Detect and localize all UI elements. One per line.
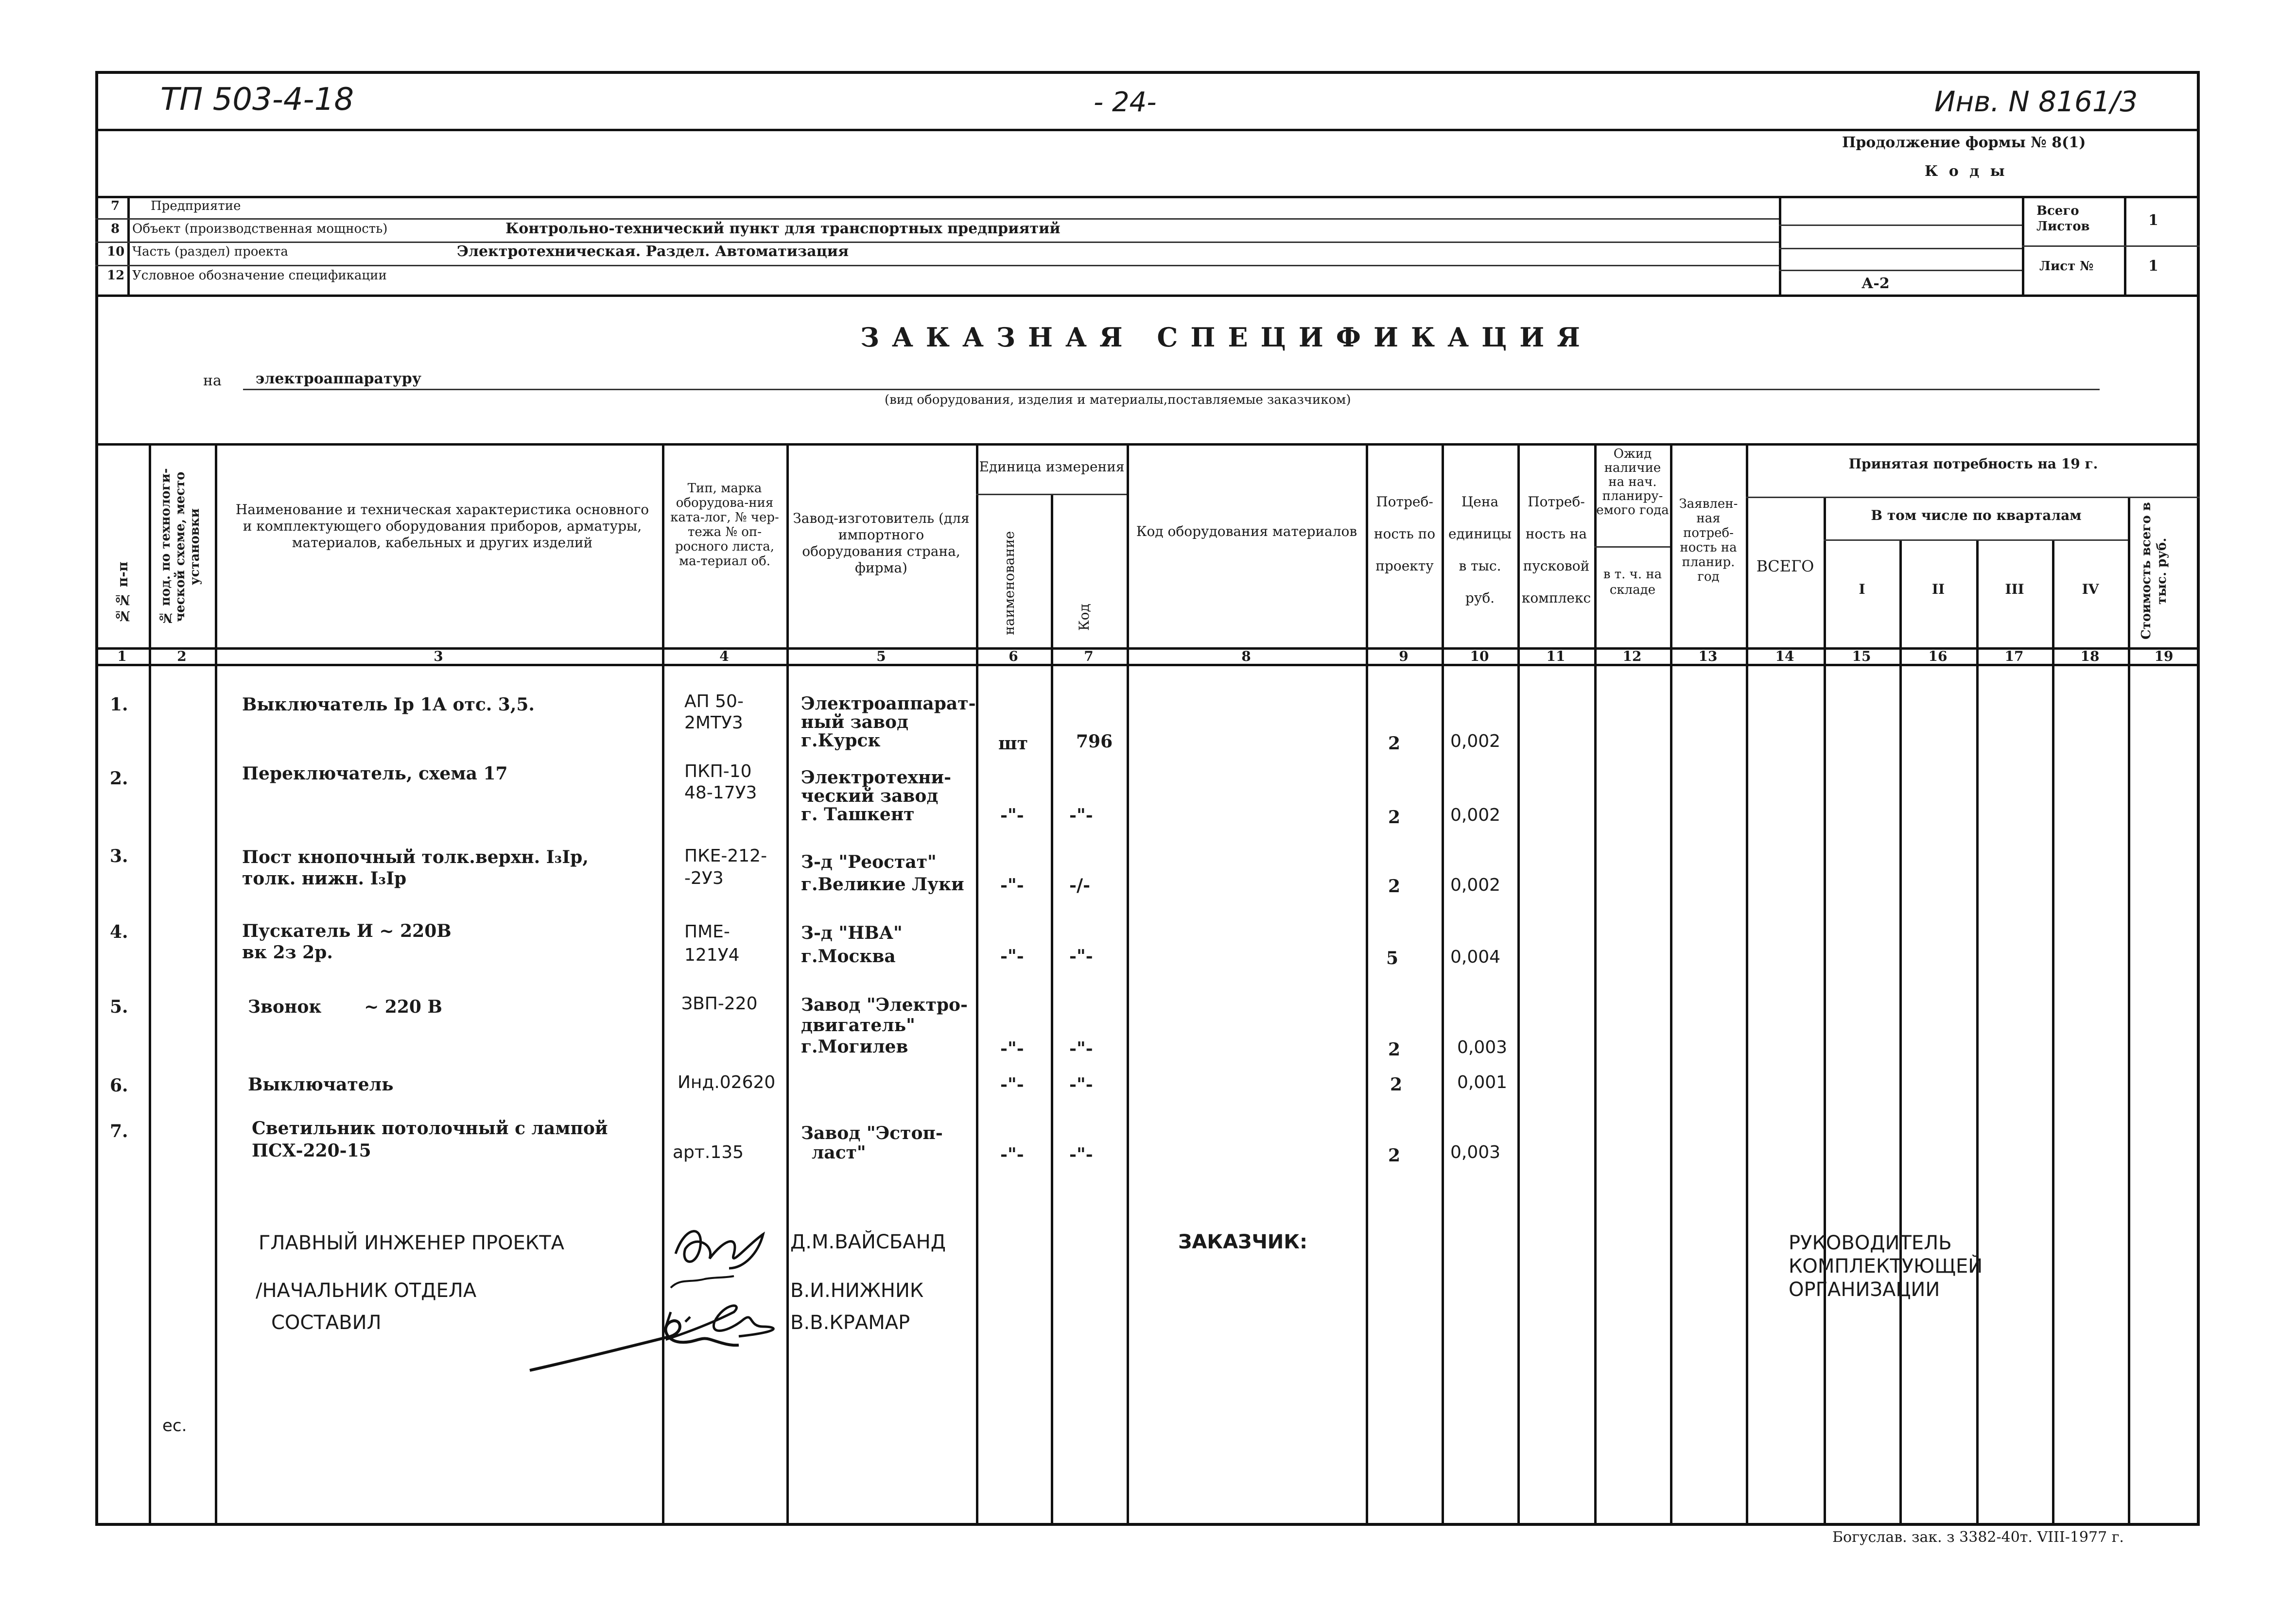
total-sheets-label: Всего Листов	[2036, 204, 2090, 234]
meta-row-value-section: Электротехническая. Раздел. Автоматизация	[457, 243, 849, 260]
row-item-maker: г.Могилев	[801, 1037, 908, 1057]
row-price: 0,003	[1450, 1142, 1501, 1162]
row-item-type: Инд.02620	[678, 1072, 776, 1092]
row-item-type: АП 50-	[684, 691, 744, 711]
row-number: 3.	[110, 846, 128, 866]
row-unit-code: -"-	[1069, 946, 1093, 967]
org-head-label-3: ОРГАНИЗАЦИИ	[1789, 1279, 1940, 1301]
row-quantity: 2	[1390, 1074, 1403, 1095]
row-number: 4.	[110, 922, 128, 942]
row-item-type: арт.135	[673, 1142, 744, 1162]
col-header-total: ВСЕГО	[1756, 557, 1814, 575]
row-item-name: вк 2з 2р.	[242, 942, 333, 963]
col-header-in-stock: в т. ч. на складе	[1603, 567, 1662, 597]
row-unit-code: -/-	[1069, 875, 1091, 896]
subject-prefix: на	[203, 372, 222, 389]
org-head-label-1: РУКОВОДИТЕЛЬ	[1789, 1232, 1952, 1254]
row-item-type: 48-17У3	[684, 783, 757, 803]
row-item-maker: ный завод	[801, 712, 908, 732]
row-item-name: Звонок ~ 220 В	[248, 997, 442, 1017]
meta-codes-divider	[1779, 196, 1781, 295]
col-header-unit-code: Код	[1076, 604, 1092, 631]
row-unit-code: -"-	[1069, 1074, 1093, 1095]
row-quantity: 2	[1388, 876, 1401, 897]
col-number: 7	[1084, 648, 1094, 664]
col-header-unit-group: Единица измерения	[979, 459, 1125, 475]
col-number: 17	[2004, 648, 2024, 664]
document-code: ТП 503-4-18	[160, 82, 354, 118]
codes-label: К о д ы	[1925, 163, 2008, 180]
row-quantity: 2	[1388, 1039, 1401, 1060]
col-number: 11	[1546, 648, 1565, 664]
meta-row-label-designation: Условное обозначение спецификации	[132, 268, 387, 283]
col-header-cost: Стоимость всего в тыс. руб.	[2139, 502, 2169, 640]
row-price: 0,002	[1450, 731, 1501, 751]
row-item-maker: г.Москва	[801, 946, 896, 967]
row-item-maker: ласт"	[812, 1142, 866, 1163]
meta-row-label-enterprise: Предприятие	[151, 199, 241, 213]
col-number: 16	[1928, 648, 1948, 664]
row-item-name: Светильник потолочный с лампой	[252, 1118, 608, 1139]
row-quantity: 2	[1388, 807, 1401, 828]
meta-row-value-object: Контрольно-технический пункт для транспортных предприятий	[505, 220, 1061, 237]
row-item-maker: Электроаппарат-	[801, 693, 976, 714]
row-price: 0,004	[1450, 947, 1501, 967]
row-unit-name: -"-	[1000, 1144, 1024, 1165]
row-unit-code: -"-	[1069, 1144, 1093, 1165]
col-header-q4: IV	[2082, 581, 2099, 597]
row-number: 2.	[110, 768, 128, 789]
row-unit-name: -"-	[1000, 875, 1024, 896]
col-number: 19	[2154, 648, 2174, 664]
col-number: 15	[1852, 648, 1871, 664]
specification-title: ЗАКАЗНАЯ СПЕЦИФИКАЦИЯ	[860, 322, 1593, 353]
printer-note: Богуслав. зак. з 3382-40т. VIII-1977 г.	[1832, 1529, 2124, 1546]
row-item-name: Выключатель	[248, 1074, 394, 1095]
row-item-maker: двигатель"	[801, 1015, 915, 1036]
col-header-equipment-code: Код оборудования материалов	[1136, 523, 1357, 539]
row-unit-code: 796	[1076, 731, 1113, 752]
col-number: 2	[177, 648, 187, 664]
row-price: 0,003	[1457, 1037, 1508, 1057]
row-price: 0,002	[1450, 805, 1501, 825]
col-header-q1: I	[1859, 581, 1865, 597]
row-item-type: 121У4	[684, 945, 740, 965]
row-item-maker: З-д "Реостат"	[801, 852, 937, 872]
col-header-price: Цена единицы в тыс. руб.	[1448, 494, 1512, 606]
col-header-q3: III	[2005, 581, 2024, 597]
col-number: 18	[2080, 648, 2100, 664]
col-header-q2: II	[1931, 581, 1945, 597]
row-item-maker: Электротехни-	[801, 767, 952, 788]
row-quantity: 5	[1386, 948, 1399, 968]
col-number: 9	[1399, 648, 1409, 664]
row-item-type: ПМЕ-	[684, 922, 730, 942]
col-number: 14	[1775, 648, 1794, 664]
compiled-by-name: В.В.КРАМАР	[790, 1312, 910, 1334]
col-header-number: №№ п-п	[115, 561, 131, 624]
row-unit-code: -"-	[1069, 1038, 1093, 1059]
row-item-maker: З-д "НВА"	[801, 923, 903, 943]
row-item-type: 2МТУ3	[684, 713, 743, 733]
meta-top-line	[95, 196, 2200, 198]
chief-engineer-name: Д.М.ВАЙСБАНД	[790, 1231, 946, 1253]
compiled-by-label: СОСТАВИЛ	[271, 1312, 382, 1334]
col-number: 10	[1470, 648, 1489, 664]
meta-row-label-section: Часть (раздел) проекта	[132, 244, 288, 259]
col-header-accepted-group: Принятая потребность на 19 г.	[1848, 456, 2098, 472]
compiler-signature	[525, 1307, 768, 1375]
row-item-name: толк. нижн. I₃Iр	[242, 868, 407, 889]
row-item-type: ПКЕ-212-	[684, 846, 767, 866]
inventory-number: Инв. N 8161/3	[1934, 85, 2138, 118]
row-number: 1.	[110, 694, 128, 715]
meta-row-label-object: Объект (производственная мощность)	[132, 222, 388, 236]
col-number: 4	[719, 648, 729, 664]
row-quantity: 2	[1388, 733, 1401, 754]
col-header-unit-name: наименование	[1001, 531, 1017, 636]
row-unit-name: -"-	[1000, 1038, 1024, 1059]
row-number: 7.	[110, 1121, 128, 1141]
row-unit-name: -"-	[1000, 1074, 1024, 1095]
col-number: 3	[434, 648, 443, 664]
col-header-expected: Ожид наличие на нач. планиру-емого года	[1596, 447, 1669, 518]
row-price: 0,002	[1450, 875, 1501, 895]
meta-row-number: 12	[107, 268, 125, 283]
col-number: 1	[117, 648, 127, 664]
col-number: 8	[1241, 648, 1251, 664]
form-continuation: Продолжение формы № 8(1)	[1842, 134, 2086, 151]
subject-underline	[243, 389, 2100, 390]
sheet-number-label: Лист №	[2039, 259, 2094, 274]
total-sheets-value: 1	[2148, 212, 2158, 229]
chief-engineer-label: ГЛАВНЫЙ ИНЖЕНЕР ПРОЕКТА	[259, 1232, 564, 1254]
row-unit-name: -"-	[1000, 946, 1024, 967]
col-number: 13	[1698, 648, 1718, 664]
code-a2: А-2	[1861, 275, 1890, 292]
row-price: 0,001	[1457, 1072, 1508, 1092]
row-number: 5.	[110, 997, 128, 1017]
col-header-scheme-position: № под. по технологи-ческой схеме, место установки	[158, 468, 202, 625]
col-header-demand: Потреб-ность по проекту	[1374, 494, 1436, 574]
department-head-name: В.И.НИЖНИК	[790, 1279, 924, 1302]
meta-row-number: 7	[111, 199, 120, 213]
department-head-label: /НАЧАЛЬНИК ОТДЕЛА	[256, 1279, 477, 1302]
row-item-type: -2У3	[684, 868, 724, 888]
row-item-maker: г.Великие Луки	[801, 874, 964, 895]
row-unit-name: шт	[998, 733, 1028, 754]
row-item-type: ПКП-10	[684, 761, 752, 781]
row-item-maker: г. Ташкент	[801, 804, 915, 825]
col-header-name: Наименование и техническая характеристика основного и комплектующего оборудования приборов, арматуры, материалов, кабельных и других изделий	[235, 501, 649, 551]
page-number: - 24-	[1094, 86, 1157, 118]
col-header-maker: Завод-изготовитель (для импортного оборудования страна, фирма)	[793, 510, 970, 576]
org-head-label-2: КОМПЛЕКТУЮЩЕЙ	[1789, 1255, 1983, 1278]
customer-label: ЗАКАЗЧИК:	[1178, 1231, 1307, 1253]
meta-row-number: 8	[111, 222, 120, 236]
row-unit-code: -"-	[1069, 805, 1093, 826]
row-item-maker: ческий завод	[801, 786, 939, 806]
row-item-maker: Завод "Эстоп-	[801, 1123, 943, 1143]
col-header-startup: Потреб-ность на пусковой комплекс	[1521, 494, 1591, 606]
row-item-name: Переключатель, схема 17	[242, 763, 508, 784]
row-item-name: Выключатель Iр 1А отс. 3,5.	[242, 694, 535, 715]
col-header-type: Тип, марка оборудова-ния ката-лог, № чер-тежа № оп-росного листа, ма-териал об.	[670, 481, 779, 569]
meta-bottom-line	[95, 294, 2200, 297]
row-quantity: 2	[1388, 1145, 1401, 1166]
row-item-name: Пускатель И ~ 220В	[242, 921, 452, 941]
sheet-number-value: 1	[2148, 258, 2158, 275]
row-item-name: Пост кнопочный толк.верхн. I₃Iр,	[242, 847, 589, 867]
col-header-quarters-group: В том числе по кварталам	[1871, 507, 2082, 523]
row-item-type: ЗВП-220	[681, 994, 758, 1014]
subject-caption: (вид оборудования, изделия и материалы,поставляемые заказчиком)	[885, 393, 1351, 407]
col-number: 6	[1009, 648, 1018, 664]
meta-row-number: 10	[107, 244, 125, 259]
col-number: 12	[1622, 648, 1642, 664]
row-unit-name: -"-	[1000, 805, 1024, 826]
row-item-name: ПСХ-220-15	[252, 1140, 371, 1161]
table-top-line	[95, 443, 2200, 446]
row-item-maker: г.Курск	[801, 730, 881, 751]
row-number: 6.	[110, 1075, 128, 1096]
meta-num-divider	[127, 196, 130, 295]
header-divider	[95, 129, 2200, 131]
col-header-requested: Заявлен-ная потреб-ность на планир. год	[1679, 497, 1738, 584]
row-item-maker: Завод "Электро-	[801, 995, 968, 1015]
margin-note: ес.	[162, 1416, 187, 1435]
subject-value: электроаппаратуру	[256, 370, 421, 387]
col-number: 5	[876, 648, 886, 664]
